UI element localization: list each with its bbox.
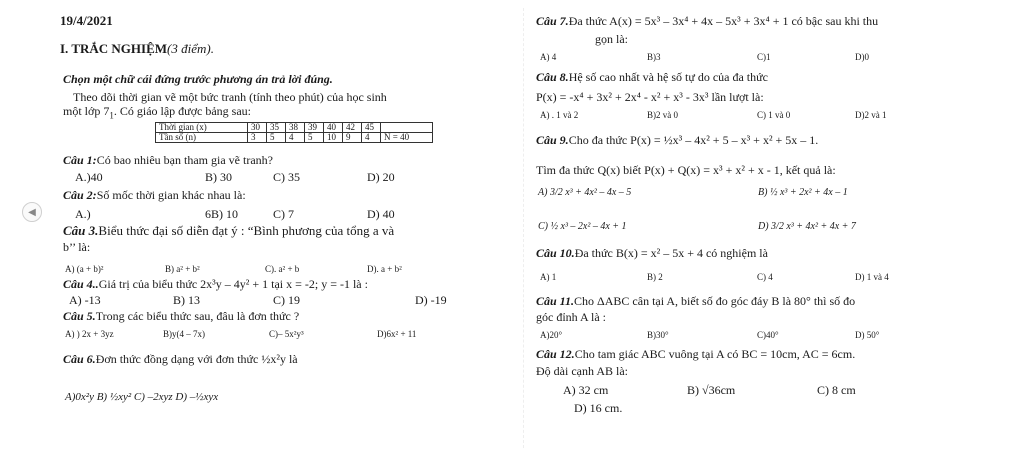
instruction: Chọn một chữ cái đứng trước phương án trả lời đúng. <box>63 72 333 86</box>
answer-d: D)0 <box>855 52 869 62</box>
exam-page <box>55 0 1013 455</box>
answer-a: A.) <box>75 207 91 221</box>
table-cell: 40 <box>324 123 343 133</box>
answer-d: D)2 và 1 <box>855 110 887 120</box>
answer-b: B)30° <box>647 330 669 340</box>
answer-d: D) 20 <box>367 170 395 184</box>
answer-d: D) -19 <box>415 293 447 307</box>
answer-c: C)– 5x²y³ <box>269 329 304 339</box>
table-cell: 4 <box>362 133 381 143</box>
table-row <box>156 123 433 133</box>
table-cell <box>381 123 433 133</box>
table-cell: 42 <box>343 123 362 133</box>
question-10: Câu 10.Đa thức B(x) = x² – 5x + 4 có nghiệm là <box>536 246 768 260</box>
question-3: Câu 3.Biểu thức đại số diễn đạt ý : “Bình phương của tổng a và <box>63 223 395 238</box>
chevron-left-icon[interactable]: ◀ <box>22 202 42 222</box>
table-cell: 45 <box>362 123 381 133</box>
answer-a: A) 32 cm <box>563 383 609 397</box>
answer-b: B)2 và 0 <box>647 110 678 120</box>
answer-d: D)6x² + 11 <box>377 329 417 339</box>
question-9: Câu 9.Cho đa thức P(x) = ½x³ – 4x² + 5 – x³ + x² + 5x – 1. <box>536 133 819 147</box>
answer-b: 6B) 10 <box>205 207 238 221</box>
question-7-cont: gọn là: <box>595 32 628 46</box>
answer-c: C)40° <box>757 330 779 340</box>
question-3-cont: b’’ là: <box>63 240 91 254</box>
answer-a: A.)40 <box>75 170 103 184</box>
question-2: Câu 2:Số mốc thời gian khác nhau là: <box>63 188 246 202</box>
table-cell: 4 <box>286 133 305 143</box>
intro-line2: một lớp $7_1$. Có giáo lập được bảng sau: <box>63 104 252 121</box>
answer-c: C) 19 <box>273 293 300 307</box>
answer-c: C). a² + b <box>265 264 300 274</box>
answer-b: B)y(4 – 7x) <box>163 329 205 339</box>
table-cell: 38 <box>286 123 305 133</box>
answer-b: B) a² + b² <box>165 264 200 274</box>
table-cell: 3 <box>248 133 267 143</box>
question-7: Câu 7.Đa thức A(x) = 5x³ – 3x⁴ + 4x – 5x³ + 3x⁴ + 1 có bậc sau khi thu <box>536 14 879 28</box>
answer-c: C) 1 và 0 <box>757 110 791 120</box>
table-cell: 30 <box>248 123 267 133</box>
question-4: Câu 4..Giá trị của biểu thức 2x³y – 4y² + 1 tại x = -2; y = -1 là : <box>63 277 368 291</box>
table-cell: Tần số (n) <box>156 133 248 143</box>
question-5: Câu 5.Trong các biểu thức sau, đâu là đơn thức ? <box>63 309 300 323</box>
answer-b: B) 2 <box>647 272 663 282</box>
answer-c: C) 8 cm <box>817 383 856 397</box>
question-12: Câu 12.Cho tam giác ABC vuông tại A có BC = 10cm, AC = 6cm. <box>536 347 856 361</box>
section-title: I. TRẮC NGHIỆM(3 điểm). <box>60 41 214 56</box>
question-8: Câu 8.Hệ số cao nhất và hệ số tự do của đa thức <box>536 70 768 84</box>
answer-a: A) 3/2 x³ + 4x² – 4x – 5 <box>538 187 632 198</box>
question-9-cont: Tìm đa thức Q(x) biết P(x) + Q(x) = x³ + x² + x - 1, kết quả là: <box>536 163 836 177</box>
question-6: Câu 6.Đơn thức đồng dạng với đơn thức ½x²y là <box>63 352 298 366</box>
exam-date: 19/4/2021 <box>60 13 113 28</box>
answer-b: B) 30 <box>205 170 232 184</box>
table-cell: N = 40 <box>381 133 433 143</box>
answer-a: A) ) 2x + 3yz <box>65 329 114 339</box>
answer-a: A)20° <box>540 330 563 340</box>
table-row <box>156 133 433 143</box>
answer-d: D) 40 <box>367 207 395 221</box>
answer-b: B) 13 <box>173 293 200 307</box>
answer-d: D) 3/2 x³ + 4x² + 4x + 7 <box>758 221 856 232</box>
answer-b: B) ½ x³ + 2x² + 4x – 1 <box>758 187 848 198</box>
answer-b: B)3 <box>647 52 661 62</box>
answer-a: A) (a + b)² <box>65 264 104 274</box>
frequency-table <box>155 122 433 143</box>
intro-line1: Theo dõi thời gian vẽ một bức tranh (tính theo phút) của học sinh <box>73 90 387 104</box>
question-1: Câu 1:Có bao nhiêu bạn tham gia vẽ tranh? <box>63 153 273 167</box>
table-cell: 5 <box>267 133 286 143</box>
answer-a: A) -13 <box>69 293 101 307</box>
question-11-cont: góc đỉnh A là : <box>536 310 606 324</box>
answer-d: D) 1 và 4 <box>855 272 889 282</box>
answer-a: A) 4 <box>540 52 557 62</box>
answer-a: A) 1 <box>540 272 557 282</box>
answer-d: D). a + b² <box>367 264 402 274</box>
table-cell: Thời gian (x) <box>156 123 248 133</box>
table-cell: 39 <box>305 123 324 133</box>
answer-c: C) 35 <box>273 170 300 184</box>
answer-b: B) √36cm <box>687 383 736 397</box>
question-11: Câu 11.Cho ΔABC cân tại A, biết số đo góc đáy B là 80° thì số đo <box>536 294 856 308</box>
answer-options: A)0x²y B) ½xy² C) –2xyz D) –½xyx <box>65 391 219 403</box>
answer-c: C)1 <box>757 52 771 62</box>
answer-a: A) . 1 và 2 <box>540 110 579 120</box>
table-cell: 10 <box>324 133 343 143</box>
answer-c: C) ½ x³ – 2x² – 4x + 1 <box>538 221 627 232</box>
table-cell: 5 <box>305 133 324 143</box>
table-cell: 9 <box>343 133 362 143</box>
answer-d: D) 50° <box>855 330 880 340</box>
answer-d: D) 16 cm. <box>574 401 623 415</box>
answer-c: C) 7 <box>273 207 294 221</box>
column-divider <box>523 8 524 448</box>
answer-c: C) 4 <box>757 272 773 282</box>
table-cell: 35 <box>267 123 286 133</box>
question-8-poly: P(x) = -x⁴ + 3x² + 2x⁴ - x² + x³ - 3x³ lần lượt là: <box>536 90 764 104</box>
question-12-cont: Độ dài cạnh AB là: <box>536 364 628 378</box>
